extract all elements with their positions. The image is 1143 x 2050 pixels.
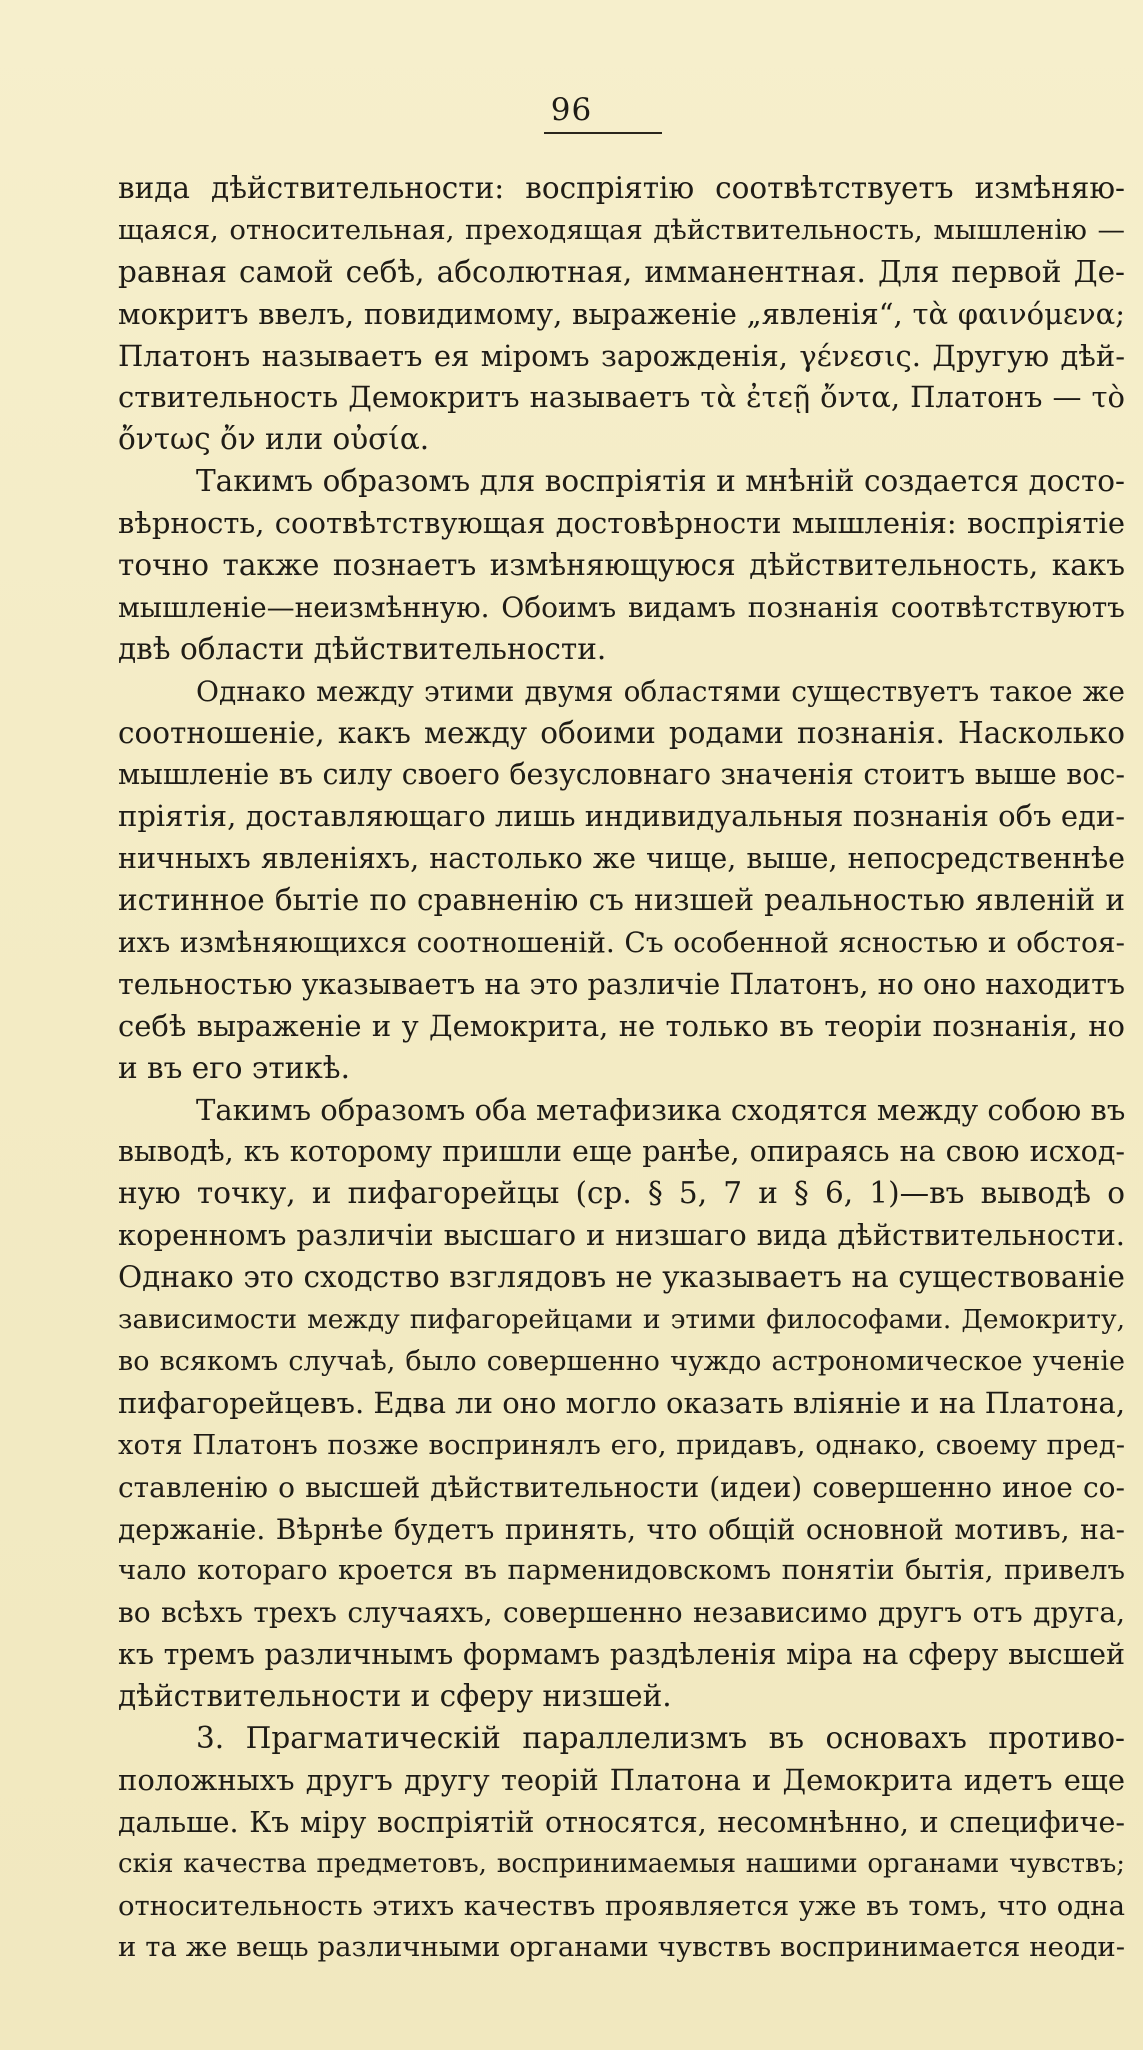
text-line: пифагорейцевъ. Едва ли оно могло оказать вліяніе и на Платона, [118,1385,1125,1420]
text-line: Платонъ называетъ ея міромъ зарожденія, γένεσις. Другую дѣй- [118,338,1125,373]
paragraph [118,671,1125,1090]
text-line: мокритъ ввелъ, повидимому, выраженіе „явленія“, τὰ φαινόμενα; [118,296,1125,331]
text-line: зависимости между пифагорейцами и этими философами. Демокриту, [118,1304,1125,1336]
paragraph [118,461,1125,670]
text-line: дѣйствительности и сферу низшей. [118,1679,672,1714]
text-line: точно также познаетъ измѣняющуюся дѣйствительность, какъ [118,548,1125,583]
text-line: во всякомъ случаѣ, было совершенно чуждо астрономическое ученіе [118,1345,1125,1377]
text-line: коренномъ различіи высшаго и низшаго вида дѣйствительности. [118,1218,1125,1253]
text-line: Такимъ образомъ оба метафизика сходятся между собою въ [196,1092,1125,1127]
text-line: истинное бытіе по сравненію съ низшей реальностью явленій и [118,883,1125,918]
page-number: 96 [550,92,593,128]
text-line: ствительность Демокритъ называетъ τὰ ἐτεῇ ὄντα, Платонъ — τὸ [118,380,1125,415]
text-line: пріятія, доставляющаго лишь индивидуальныя познанія объ еди- [118,799,1125,834]
text-line: во всѣхъ трехъ случаяхъ, совершенно независимо другъ отъ друга, [118,1596,1125,1630]
text-line: чало котораго кроется въ парменидовскомъ понятіи бытія, привелъ [118,1554,1125,1587]
text-line: мышленіе въ силу своего безусловнаго значенія стоитъ выше вос- [118,758,1125,792]
text-line: равная самой себѣ, абсолютная, имманентная. Для первой Де- [118,254,1125,289]
text-line: хотя Платонъ позже воспринялъ его, придавъ, однако, своему пред- [118,1428,1125,1461]
text-line: выводѣ, къ которому пришли еще ранѣе, опираясь на свою исход- [118,1135,1125,1169]
text-line: ставленію о высшей дѣйствительности (идеи) совершенно иное со- [118,1470,1125,1504]
paragraph [118,1718,1125,1969]
text-line: скія качества предметовъ, воспринимаемыя нашими органами чувствъ; [118,1848,1125,1879]
text-line: ничныхъ явленіяхъ, настолько же чище, выше, непосредственнѣе [118,842,1125,876]
text-line: къ тремъ различнымъ формамъ раздѣленія міра на сферу высшей [118,1638,1125,1672]
text-line: ὄντως ὄν или οὐσία. [118,422,430,457]
paragraph [118,168,1125,461]
text-line: и въ его этикѣ. [118,1050,350,1085]
text-line: щаяся, относительная, преходящая дѣйствительность, мышленію — [118,213,1125,246]
text-line: тельностью указываетъ на это различіе Платонъ, но оно находитъ [118,967,1125,1001]
text-line: дальше. Къ міру воспріятій относятся, несомнѣнно, и специфиче- [118,1805,1125,1839]
text-line: вида дѣйствительности: воспріятію соотвѣтствуетъ измѣняю- [118,171,1125,205]
text-line: и та же вещь различными органами чувствъ воспринимается неоди- [118,1931,1125,1964]
text-line: себѣ выраженіе и у Демокрита, не только въ теоріи познанія, но [118,1008,1125,1043]
body-text [118,168,1125,1969]
page-number-rule [544,132,662,134]
text-line: положныхъ другъ другу теорій Платона и Демокрита идетъ еще [118,1762,1125,1797]
text-line: Такимъ образомъ для воспріятія и мнѣній создается досто- [196,464,1125,499]
text-line: вѣрность, соотвѣтствующая достовѣрности мышленія: воспріятіе [118,506,1125,541]
text-line: Однако между этими двумя областями существуетъ такое же [196,674,1125,708]
text-line: 3. Прагматическій параллелизмъ въ основахъ противо- [196,1720,1125,1755]
text-line: двѣ области дѣйствительности. [118,631,607,666]
text-line: Однако это сходство взглядовъ не указываетъ на существованіе [118,1260,1125,1295]
text-line: мышленіе—неизмѣнную. Обоимъ видамъ познанія соотвѣтствуютъ [118,590,1125,624]
text-line: ную точку, и пифагорейцы (ср. § 5, 7 и § 6, 1)—въ выводѣ о [118,1176,1125,1211]
text-line: ихъ измѣняющихся соотношеній. Съ особенной ясностью и обстоя- [118,926,1125,960]
text-line: соотношеніе, какъ между обоими родами познанія. Насколько [118,715,1125,750]
text-line: относительность этихъ качествъ проявляется уже въ томъ, что одна [118,1889,1125,1922]
text-line: держаніе. Вѣрнѣе будетъ принять, что общій основной мотивъ, на- [118,1512,1125,1546]
paragraph [118,1090,1125,1718]
